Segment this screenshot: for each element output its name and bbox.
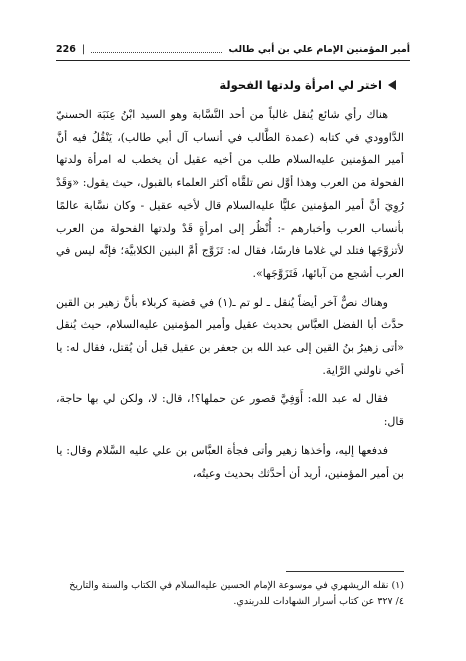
paragraph-1: هناك رأي شائع يُنقل غالباً من أحد النَّسَّابة وهو السيد ابْنُ عِنَبَة الحسنيّ الدَّاوودي في كتابه (عمدة الطَّالب في أنساب آل أبي طالب)، يَنْقُلُ فيه أنَّ أمير المؤمنين عليه‌السلام طلب من أخيه عقيل أن يخطب له امرأة ولدتها الفحولة من العرب وهذا أوَّل نص تلقَّاه أكثر العلماء بالقبول، حيث يقول: «وَقَدْ رُوِيَ أنَّ أمير المؤمنين عليًّا عليه‌السلام قال لأخيه عقيل - وكان نسَّابة عالمًا بأنساب العرب وأخبارهم -: أُنْظُر إلى امرأةٍ قَدْ ولدتها الفحولة من العرب لأتزوَّجَها فتلد لي غلاما فارسًا، فقال له: تَزَوَّج أمَّ البنين الكلابيَّة؛ فإنَّه ليس في العرب أشجع من آبائها، فَتَزَوَّجَها». (56, 108, 404, 280)
triangle-pointer-icon (388, 80, 396, 90)
body-text (56, 104, 404, 485)
header-dotted-leader (91, 52, 222, 53)
section-title-text: اختر لي امرأة ولدتها الفحولة (219, 78, 382, 92)
page-number: 226 (56, 43, 76, 55)
paragraph-4: فدفعها إليه، وأخذها زهير وأتى فجأة العبَّاس بن علي عليه السَّلام وقال: يا بن أمير المؤمنين، أريد أن أحدَّثك بحديث وعيتُه، (56, 443, 404, 480)
footnote-line-1: (١) نقله الريشهري في موسوعة الإمام الحسين عليه‌السلام في الكتاب والسنة والتاريخ (69, 580, 404, 591)
paragraph-3: فقال له عبد الله: أَوَفِيَّ قصور عن حملها؟!، قال: لا، ولكن لي بها حاجة، قال: (56, 392, 404, 429)
header-rule (56, 60, 410, 61)
section-heading (219, 78, 396, 92)
book-title: أمير المؤمنين الإمام علي بن أبي طالب (228, 43, 410, 55)
header-separator: | (81, 43, 86, 55)
running-header (56, 38, 410, 60)
footnote-rule (286, 571, 404, 572)
footnote (56, 578, 404, 610)
footnote-line-2: ٤/ ٣٢٧ عن كتاب أسرار الشهادات للدربندي. (233, 596, 404, 607)
paragraph-2: وهناك نصٌّ آخر أيضاً يُنقل ـ لو تم ـ(١) في قضية كربلاء بأنَّ زهير بن القين حدَّث أبا الفضل العبَّاس بحديث عقيل وأمير المؤمنين عليه‌السلام، حيث يُنقل «أتى زهيرُ بنُ القين إلى عبد الله بن جعفر بن عقيل قبل أن يُقتل، فقال له: يا أخي ناولني الرَّاية. (56, 295, 404, 377)
